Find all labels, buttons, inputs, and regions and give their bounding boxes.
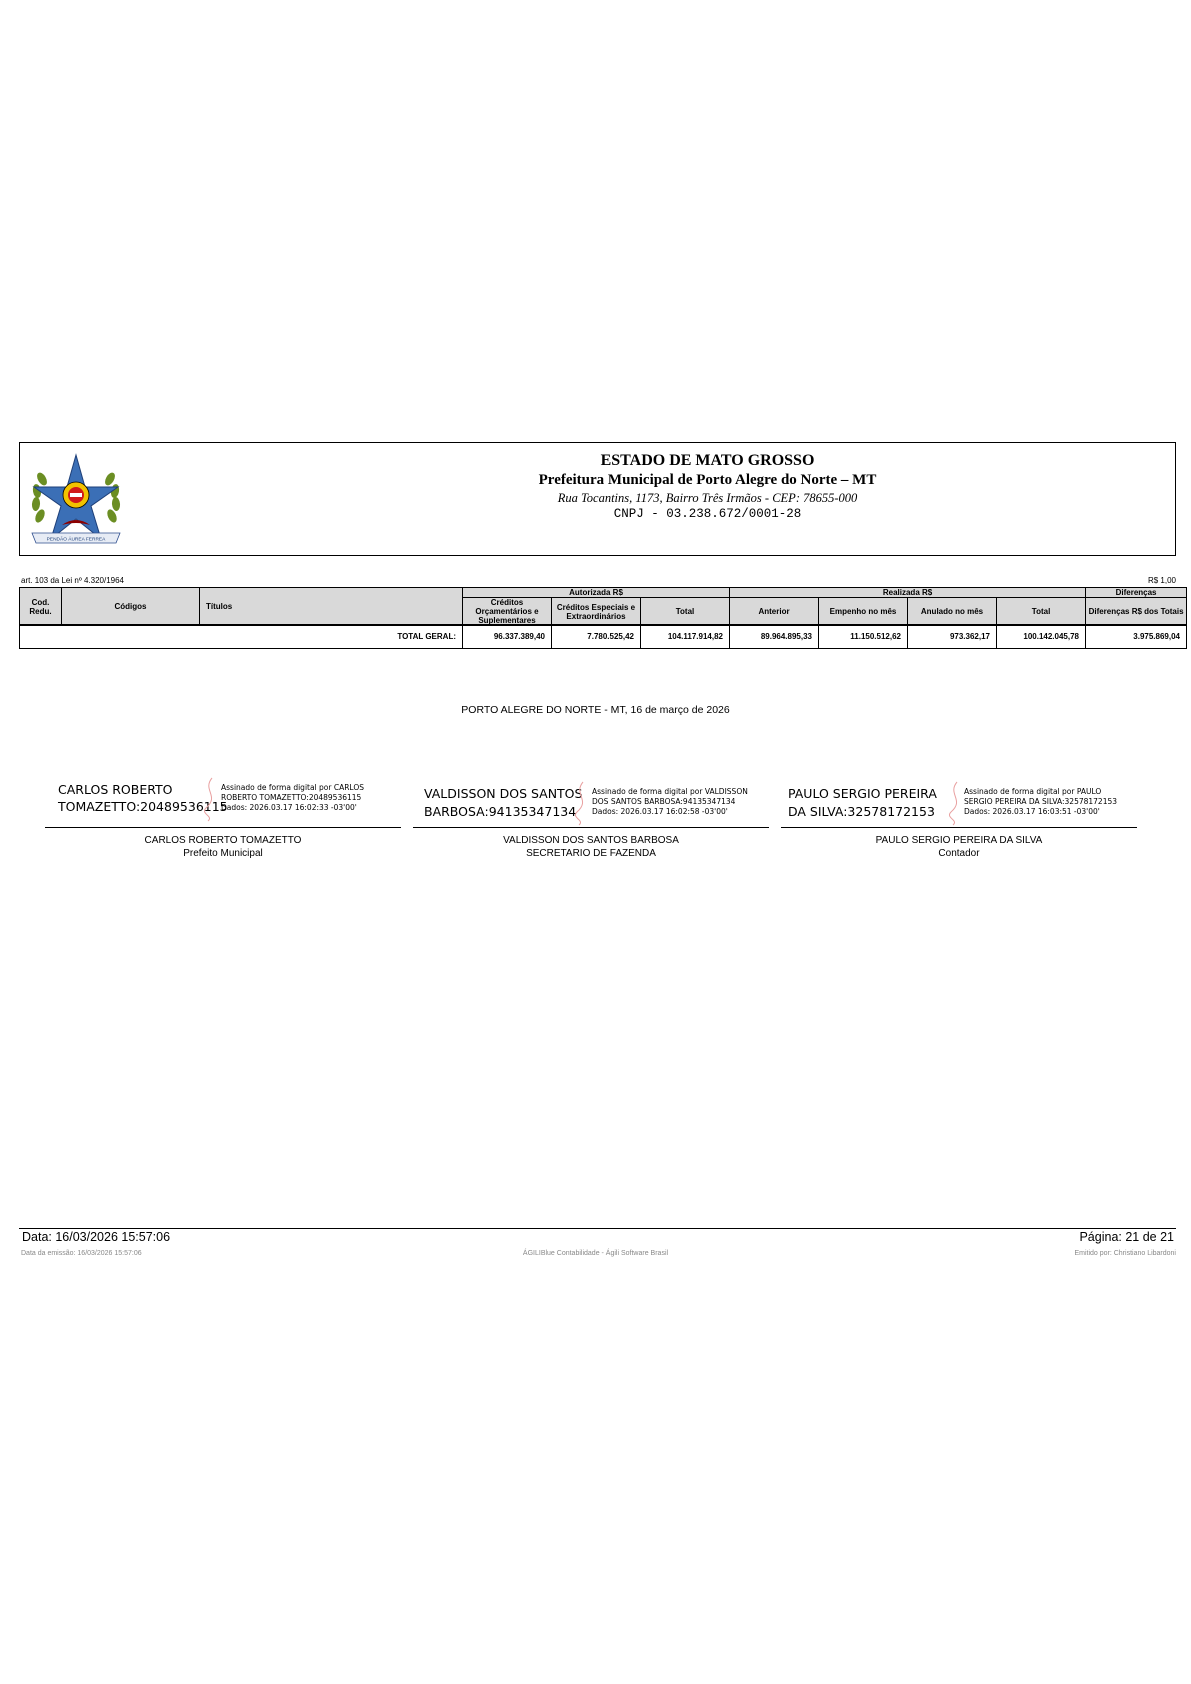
total-empenho-no-mes: 11.150.512,62 xyxy=(819,625,908,649)
signature-1-cert-name-line1: CARLOS ROBERTO xyxy=(58,782,173,797)
signature-1-name: CARLOS ROBERTO TOMAZETTO xyxy=(144,835,302,846)
prefeitura-title: Prefeitura Municipal de Porto Alegre do Norte – MT xyxy=(538,472,877,488)
signature-2-cert-name-line2: BARBOSA:94135347134 xyxy=(424,804,577,819)
group-diferencas: Diferenças xyxy=(1086,588,1187,598)
total-creditos-orcamentarios: 96.337.389,40 xyxy=(463,625,552,649)
signature-1-role: Prefeito Municipal xyxy=(183,848,263,859)
col-total-autorizada: Total xyxy=(641,598,730,626)
col-anulado-no-mes: Anulado no mês xyxy=(908,598,997,626)
footer-software: ÁGILIBlue Contabilidade - Ágili Software Brasil xyxy=(522,1250,669,1257)
signature-1-caption xyxy=(45,834,401,860)
signature-2-detail-line1: Assinado de forma digital por VALDISSON xyxy=(592,787,748,796)
cnpj-line: CNPJ - 03.238.672/0001-28 xyxy=(613,507,802,521)
signature-1-swirl-icon xyxy=(198,776,222,822)
footer-emission-date: Data da emissão: 16/03/2026 15:57:06 xyxy=(21,1250,142,1257)
signature-3-line xyxy=(781,827,1137,828)
col-total-realizada: Total xyxy=(997,598,1086,626)
total-creditos-especiais: 7.780.525,42 xyxy=(552,625,641,649)
signature-1-line xyxy=(45,827,401,828)
total-realizada: 100.142.045,78 xyxy=(997,625,1086,649)
signature-1-cert-name-line2: TOMAZETTO:20489536115 xyxy=(58,799,228,814)
signature-3-cert-name-line1: PAULO SERGIO PEREIRA xyxy=(788,786,937,801)
signature-3-cert-name-line2: DA SILVA:32578172153 xyxy=(788,804,935,819)
col-codigos: Códigos xyxy=(62,588,200,626)
total-anulado-no-mes: 973.362,17 xyxy=(908,625,997,649)
footer-divider xyxy=(19,1228,1176,1229)
footer-page-number: Página: 21 de 21 xyxy=(1079,1230,1174,1244)
signature-2-cert-name-line1: VALDISSON DOS SANTOS xyxy=(424,786,583,801)
footer-date: Data: 16/03/2026 15:57:06 xyxy=(22,1230,171,1244)
currency-unit: R$ 1,00 xyxy=(1147,576,1176,585)
signature-3-detail-line1: Assinado de forma digital por PAULO xyxy=(964,787,1102,796)
municipal-coat-of-arms-logo xyxy=(26,449,126,549)
total-anterior: 89.964.895,33 xyxy=(730,625,819,649)
signature-1-detail-line2: ROBERTO TOMAZETTO:20489536115 xyxy=(221,793,362,802)
signature-3-caption xyxy=(781,834,1137,860)
signature-2-role: SECRETARIO DE FAZENDA xyxy=(526,848,656,859)
address-line: Rua Tocantins, 1173, Bairro Três Irmãos - CEP: 78655-000 xyxy=(557,491,858,505)
col-diferencas-totais: Diferenças R$ dos Totais xyxy=(1086,598,1187,626)
col-titulos: Títulos xyxy=(200,588,463,626)
col-creditos-orcamentarios: Créditos Orçamentários e Suplementares xyxy=(463,598,552,626)
signature-3-role: Contador xyxy=(938,848,980,859)
signature-1-detail-line1: Assinado de forma digital por CARLOS xyxy=(221,783,365,792)
col-empenho-no-mes: Empenho no mês xyxy=(819,598,908,626)
signature-2-detail-line3: Dados: 2026.03.17 16:02:58 -03'00' xyxy=(592,807,728,816)
header-box xyxy=(19,442,1176,556)
signature-3-detail-line2: SERGIO PEREIRA DA SILVA:32578172153 xyxy=(964,797,1118,806)
state-title: ESTADO DE MATO GROSSO xyxy=(600,452,815,469)
signature-3-name: PAULO SERGIO PEREIRA DA SILVA xyxy=(875,835,1043,846)
signature-1-detail-line3: Dados: 2026.03.17 16:02:33 -03'00' xyxy=(221,803,357,812)
place-and-date: PORTO ALEGRE DO NORTE - MT, 16 de março de 2026 xyxy=(461,704,730,716)
signature-2-name: VALDISSON DOS SANTOS BARBOSA xyxy=(503,835,679,846)
group-realizada: Realizada R$ xyxy=(730,588,1086,598)
signature-3-detail-line3: Dados: 2026.03.17 16:03:51 -03'00' xyxy=(964,807,1100,816)
total-geral-row xyxy=(19,624,1187,649)
col-cod-redu: Cod. Redu. xyxy=(20,588,62,626)
signature-2-line xyxy=(413,827,769,828)
col-anterior: Anterior xyxy=(730,598,819,626)
report-header-table xyxy=(19,587,1187,626)
signature-2-caption xyxy=(413,834,769,860)
col-creditos-especiais: Créditos Especiais e Extraordinários xyxy=(552,598,641,626)
header-text-block xyxy=(360,451,1055,522)
signature-2-detail-line2: DOS SANTOS BARBOSA:94135347134 xyxy=(592,797,736,806)
group-autorizada: Autorizada R$ xyxy=(463,588,730,598)
footer-emitted-by: Emitido por: Christiano Libardoni xyxy=(1074,1250,1176,1257)
law-reference: art. 103 da Lei nº 4.320/1964 xyxy=(21,576,125,585)
signature-2-swirl-icon xyxy=(569,780,593,826)
total-autorizada: 104.117.914,82 xyxy=(641,625,730,649)
total-geral-label: TOTAL GERAL: xyxy=(20,625,463,649)
total-diferencas: 3.975.869,04 xyxy=(1086,625,1187,649)
logo-ribbon-text: PENDÃO ÁUREA FERREA xyxy=(46,537,106,543)
